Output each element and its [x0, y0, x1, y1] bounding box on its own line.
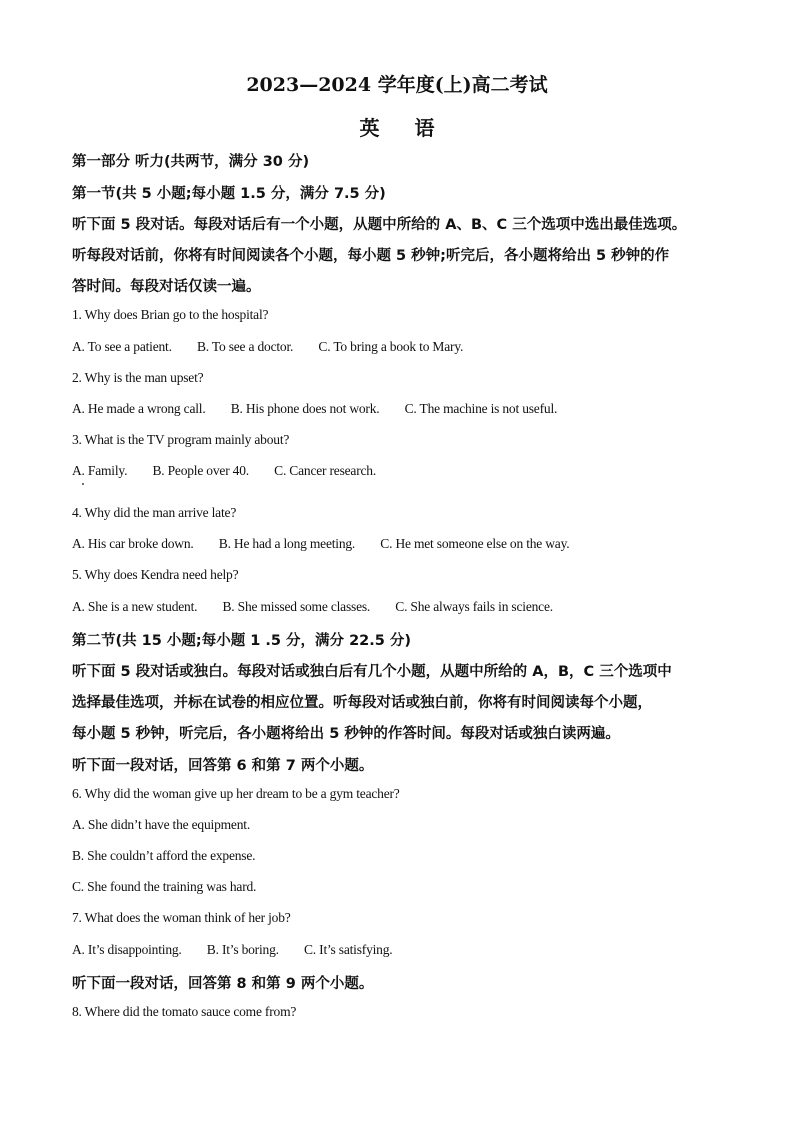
- question-options: [72, 536, 569, 552]
- question-stem: 1. Why does Brian go to the hospital?: [72, 307, 269, 322]
- question-stem: 3. What is the TV program mainly about?: [72, 432, 290, 447]
- option-a: A. His car broke down.: [72, 536, 194, 551]
- section1-instruction-line: 听每段对话前，你将有时间阅读各个小题，每小题 5 秒钟;听完后，各小题将给出 5 秒钟的作: [72, 248, 670, 264]
- option-b: B. His phone does not work.: [230, 401, 380, 416]
- question-options: [72, 599, 553, 615]
- part1-heading: 第一部分 听力(共两节，满分 30 分): [72, 154, 310, 170]
- option-b: B. She couldn’t afford the expense.: [72, 848, 256, 863]
- section1-instruction-line: 答时间。每段对话仅读一遍。: [72, 279, 261, 295]
- option-b: B. He had a long meeting.: [218, 536, 356, 551]
- question-options: [72, 942, 392, 958]
- option-c: C. She found the training was hard.: [72, 879, 257, 894]
- option-a: A. Family.: [72, 463, 128, 478]
- question-options: [72, 463, 376, 479]
- section1-heading: 第一节(共 5 小题;每小题 1.5 分，满分 7.5 分): [72, 186, 386, 202]
- dialogue-instruction: 听下面一段对话，回答第 6 和第 7 两个小题。: [72, 758, 374, 774]
- option-a: A. To see a patient.: [72, 339, 172, 354]
- question-stem: 5. Why does Kendra need help?: [72, 567, 239, 582]
- option-c: C. Cancer research.: [274, 463, 377, 478]
- option-c: C. She always fails in science.: [395, 599, 553, 614]
- option-a: A. It’s disappointing.: [72, 942, 182, 957]
- question-stem: 6. Why did the woman give up her dream to be a gym teacher?: [72, 786, 400, 801]
- dialogue-instruction: 听下面一段对话，回答第 8 和第 9 两个小题。: [72, 976, 374, 992]
- question-stem: 7. What does the woman think of her job?: [72, 910, 291, 925]
- option-b: B. People over 40.: [152, 463, 249, 478]
- section1-instruction-line: 听下面 5 段对话。每段对话后有一个小题，从题中所给的 A、B、C 三个选项中选出最佳选项。: [72, 217, 687, 233]
- stray-mark: [82, 483, 84, 485]
- question-stem: 2. Why is the man upset?: [72, 370, 204, 385]
- section2-instruction-line: 每小题 5 秒钟，听完后，各小题将给出 5 秒钟的作答时间。每段对话或独白读两遍。: [72, 726, 620, 742]
- option-c: C. He met someone else on the way.: [380, 536, 570, 551]
- option-a: A. She didn’t have the equipment.: [72, 817, 250, 832]
- option-b: B. It’s boring.: [206, 942, 279, 957]
- question-options: [72, 401, 557, 417]
- option-b: B. She missed some classes.: [222, 599, 371, 614]
- section2-instruction-line: 听下面 5 段对话或独白。每段对话或独白后有几个小题，从题中所给的 A，B，C 三个选项中: [72, 664, 672, 680]
- option-b: B. To see a doctor.: [196, 339, 294, 354]
- subject-title: 英 语: [359, 116, 449, 140]
- exam-title: 2023—2024 学年度(上)高二考试: [246, 74, 548, 96]
- option-c: C. The machine is not useful.: [404, 401, 558, 416]
- section2-instruction-line: 选择最佳选项，并标在试卷的相应位置。听每段对话或独白前，你将有时间阅读每个小题，: [72, 695, 652, 711]
- option-a: A. He made a wrong call.: [72, 401, 206, 416]
- question-stem: 4. Why did the man arrive late?: [72, 505, 237, 520]
- question-options: [72, 339, 463, 355]
- section2-heading: 第二节(共 15 小题;每小题 1 .5 分，满分 22.5 分): [72, 633, 412, 649]
- option-c: C. To bring a book to Mary.: [318, 339, 464, 354]
- option-c: C. It’s satisfying.: [304, 942, 393, 957]
- option-a: A. She is a new student.: [72, 599, 198, 614]
- question-stem: 8. Where did the tomato sauce come from?: [72, 1004, 297, 1019]
